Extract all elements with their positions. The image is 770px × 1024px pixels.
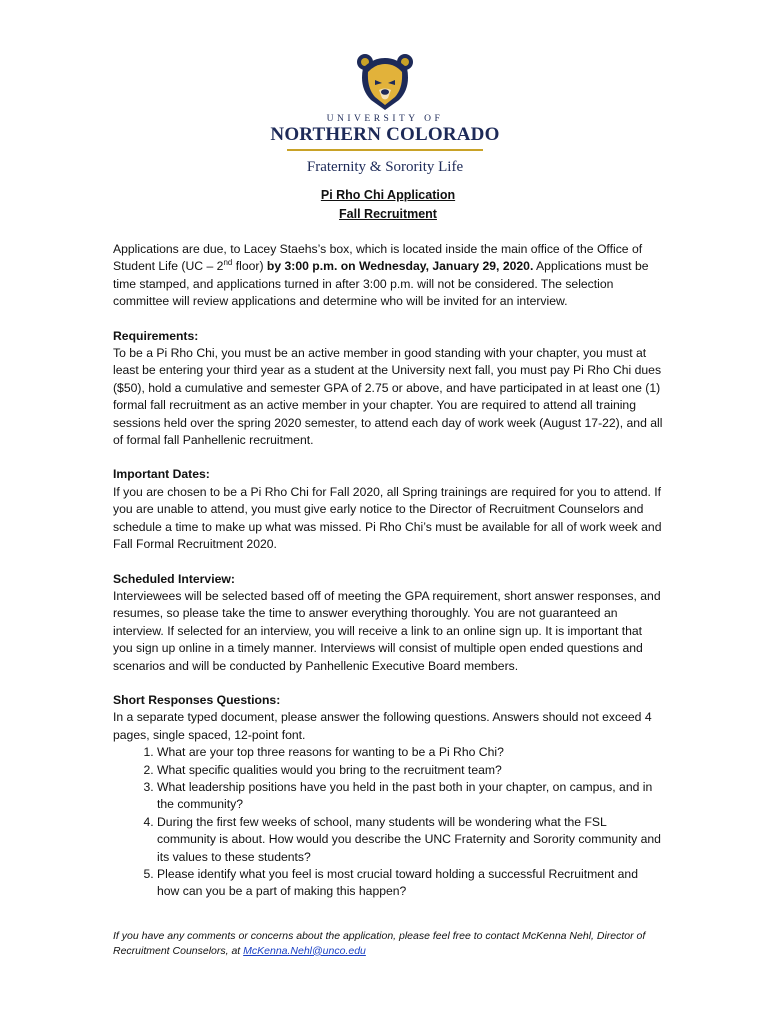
contact-email-link[interactable]: McKenna.Nehl@unco.edu [243,944,366,957]
short-responses-heading: Short Responses Questions: [113,692,281,707]
spacer [113,311,663,328]
unc-fsl-logo [270,50,500,176]
document-body [113,186,663,901]
requirements-paragraph: To be a Pi Rho Chi, you must be an active member in good standing with your chapter, you must at least be entering your third year as a student at the University next fall, you must pay Pi Rho Chi dues ($50), hold a cumulative and semester GPA of 2.75 or above, and have participated in at least one (1) formal fall recruitment as an active member in your chapter. You are required to attend all training sessions held over the spring 2020 semester, to attend each day of work week (August 17-22), and all of formal fall Panhellenic recruitment. [113,346,663,448]
intro-superscript: nd [223,258,233,268]
contact-footer [113,929,673,958]
important-dates-paragraph: If you are chosen to be a Pi Rho Chi for Fall 2020, all Spring trainings are required for you to attend. If you are unable to attend, you must give early notice to the Director of Recruitment Counselors and schedule a time to make up what was missed. Pi Rho Chi’s must be available for all of work week and Fall Formal Recruitment 2020. [113,484,662,552]
bear-head-icon [355,50,415,112]
spacer [113,554,663,571]
interview-heading: Scheduled Interview: [113,571,235,586]
university-of-label: UNIVERSITY OF [326,114,444,124]
interview-paragraph: Interviewees will be selected based off of meeting the GPA requirement, short answer responses, and resumes, so please take the time to answer everything thoroughly. You are not guaranteed an interview. If selected for an interview, you will receive a link to an online sign up. It is important that you sign up online in a timely manner. Interviews will consist of multiple open ended questions and scenarios and will be conducted by Panhellenic Executive Board members. [113,588,661,673]
questions-list [113,744,663,901]
intro-deadline: by 3:00 p.m. on Wednesday, January 29, 2020. [266,259,534,274]
intro-text-2: floor) [232,259,267,274]
important-dates-heading: Important Dates: [113,467,210,482]
question-item: 2. What specific qualities would you bring to the recruitment team? [157,762,663,779]
intro-paragraph [113,241,663,311]
university-name: NORTHERN COLORADO [270,124,500,145]
question-item: 4. During the first few weeks of school, many students will be wondering what the FSL community is about. How would you describe the UNC Fraternity and Sorority community and its values to these students? [157,814,663,866]
intro-text-3: Applications must be time stamped, and applications turned in after 3:00 p.m. will not be considered. The selection committee will review applications and determine who will be invited for an interview. [113,259,649,309]
document-subtitle: Fall Recruitment [339,207,437,221]
short-responses-intro: In a separate typed document, please answer the following questions. Answers should not exceed 4 pages, single spaced, 12-point font. [113,710,652,742]
question-item: 5. Please identify what you feel is most crucial toward holding a successful Recruitment and how can you be a part of making this happen? [157,866,663,901]
intro-text-1: Applications are due, to Lacey Staehs’s box, which is located inside the main office of the Office of Student Life (UC – 2 [113,242,643,274]
spacer [113,224,663,241]
spacer [113,675,663,692]
footer-text: If you have any comments or concerns about the application, please feel free to contact McKenna Nehl, Director of Recruitment Counselors, at [113,930,646,957]
requirements-heading: Requirements: [113,328,199,343]
document-title: Pi Rho Chi Application [320,188,456,202]
question-item: 1. What are your top three reasons for wanting to be a Pi Rho Chi? [157,744,663,761]
question-item: 3. What leadership positions have you held in the past both in your chapter, on campus, and in the community? [157,779,663,814]
spacer [113,449,663,466]
department-name: Fraternity & Sorority Life [306,159,464,175]
gold-divider [287,149,483,151]
